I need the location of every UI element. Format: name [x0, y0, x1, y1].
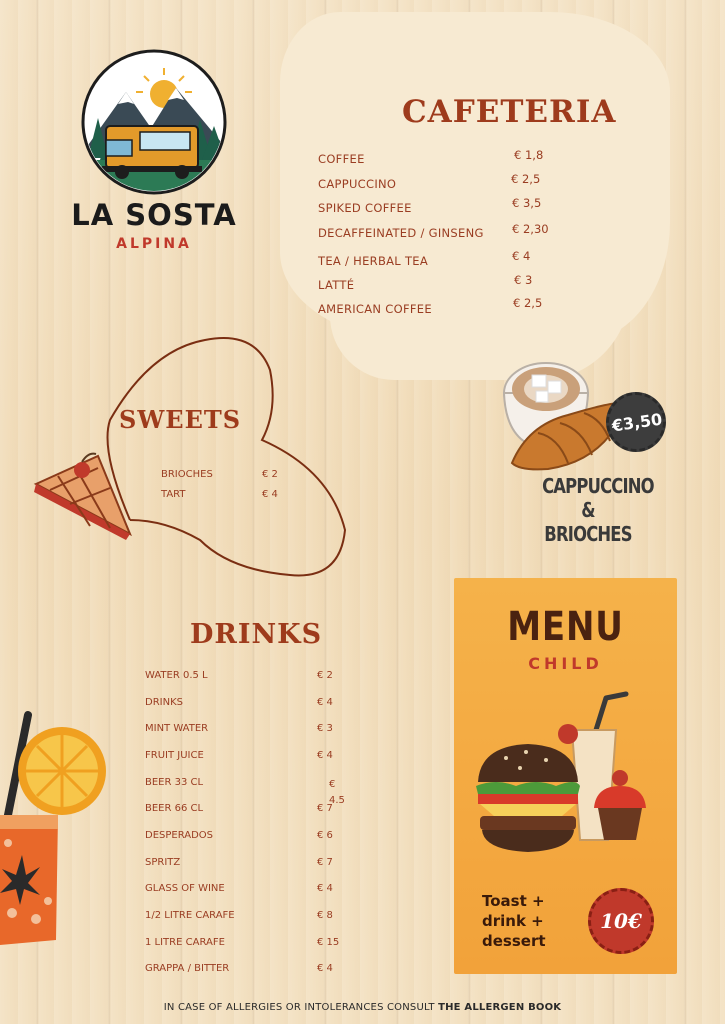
list-item: BEER 66 CL	[145, 803, 204, 814]
item-price: € 2	[262, 469, 278, 480]
list-item: DRINKS	[145, 697, 183, 708]
list-item: FRUIT JUICE	[145, 750, 204, 761]
item-price: € 8	[317, 910, 333, 921]
child-menu-line1: Toast +	[482, 892, 545, 910]
cocktail-orange-icon	[0, 705, 112, 950]
list-item: AMERICAN COFFEE	[318, 302, 432, 316]
list-item: DECAFFEINATED / GINSENG	[318, 226, 484, 240]
item-price: € 4	[512, 249, 531, 263]
child-menu-card	[454, 578, 677, 974]
footer-text: IN CASE OF ALLERGIES OR INTOLERANCES CONSULT	[163, 1002, 439, 1013]
item-price: € 2,5	[511, 172, 541, 186]
logo-subtitle: ALPINA	[116, 236, 192, 252]
drinks-list	[145, 670, 345, 980]
item-price: € 4	[317, 963, 333, 974]
item-price: € 7	[317, 803, 333, 814]
sweets-title: SWEETS	[119, 405, 242, 434]
item-price: € 1,8	[514, 148, 544, 162]
item-price: € 4	[317, 697, 333, 708]
list-item: GRAPPA / BITTER	[145, 963, 230, 974]
list-item: TEA / HERBAL TEA	[318, 254, 429, 268]
promo-line1: CAPPUCCINO	[542, 474, 654, 498]
item-price: € 3,5	[512, 196, 542, 210]
child-menu-price-badge	[588, 888, 654, 954]
drinks-title: DRINKS	[190, 619, 323, 650]
list-item: 1 LITRE CARAFE	[145, 937, 225, 948]
child-menu-subtitle: CHILD	[528, 654, 603, 673]
item-price: € 2,5	[513, 296, 543, 310]
logo-name: LA SOSTA	[71, 198, 237, 232]
list-item: SPRITZ	[145, 857, 181, 868]
item-price: € 15	[317, 937, 340, 948]
list-item: BRIOCHES	[161, 469, 213, 480]
list-item: LATTÉ	[318, 278, 355, 292]
child-menu-line3: dessert	[482, 932, 546, 950]
child-menu-title: MENU	[507, 604, 624, 650]
pie-slice-icon	[30, 448, 134, 540]
list-item: GLASS OF WINE	[145, 883, 225, 894]
list-item: MINT WATER	[145, 723, 209, 734]
cafeteria-title: CAFETERIA	[402, 94, 617, 130]
list-item: WATER 0.5 L	[145, 670, 208, 681]
allergen-footer	[0, 1002, 725, 1013]
promo-price: €3,50	[610, 409, 664, 436]
item-price: € 6	[317, 830, 333, 841]
item-price: € 7	[317, 857, 333, 868]
list-item: COFFEE	[318, 152, 365, 166]
list-item: TART	[161, 489, 186, 500]
list-item: CAPPUCCINO	[318, 177, 397, 191]
item-price: € 4	[317, 883, 333, 894]
item-price: € 4	[262, 489, 278, 500]
list-item: 1/2 LITRE CARAFE	[145, 910, 235, 921]
burger-milkshake-icon	[476, 690, 656, 860]
footer-bold-link: THE ALLERGEN BOOK	[438, 1002, 562, 1013]
list-item: BEER 33 CL	[145, 777, 204, 788]
item-price: € 3	[317, 723, 333, 734]
item-price: € 4.5	[329, 779, 345, 806]
list-item: DESPERADOS	[145, 830, 214, 841]
child-menu-line2: drink +	[482, 912, 544, 930]
item-price: € 3	[514, 273, 533, 287]
item-price: € 2,30	[512, 222, 549, 236]
list-item: SPIKED COFFEE	[318, 201, 412, 215]
item-price: € 2	[317, 670, 333, 681]
promo-line2: & BRIOCHES	[544, 498, 632, 546]
item-price: € 4	[317, 750, 333, 761]
child-menu-price: 10€	[600, 909, 642, 933]
